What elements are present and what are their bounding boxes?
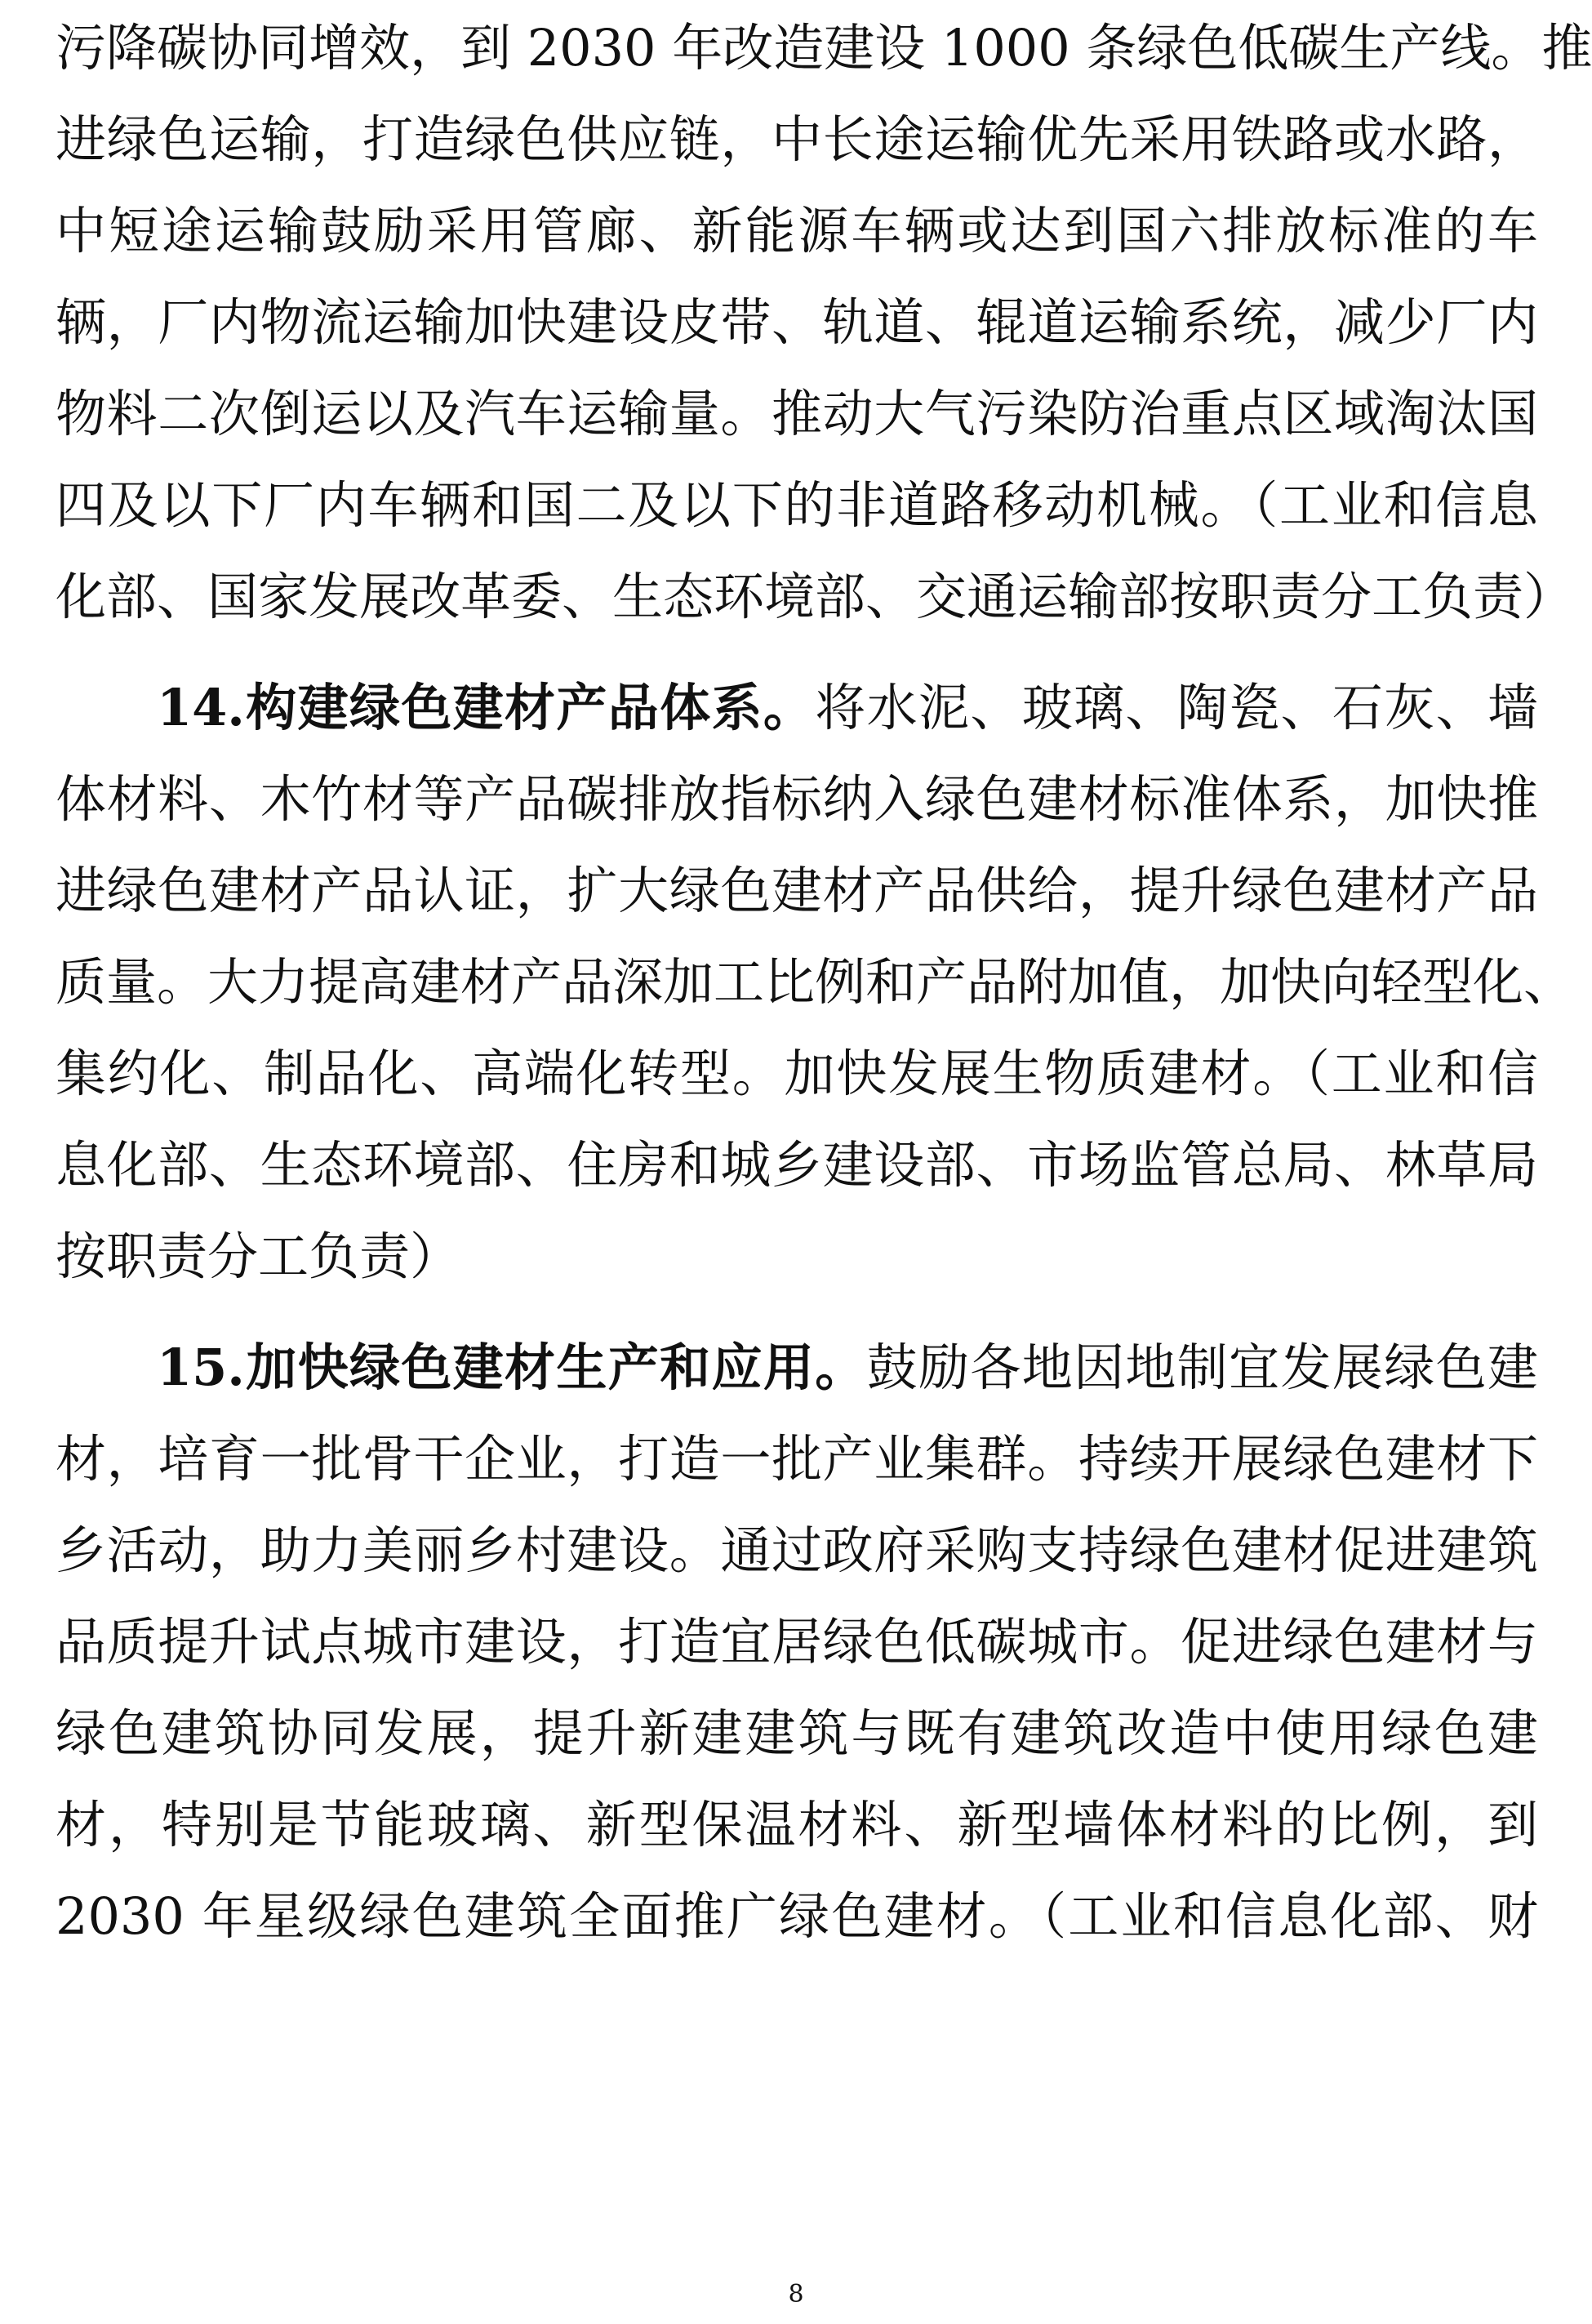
paragraph-line: 按职责分工负责） <box>56 1227 461 1286</box>
paragraph-line: 物料二次倒运以及汽车运输量。推动大气污染防治重点区域淘汰国 <box>56 384 1538 443</box>
paragraph-line: 材，培育一批骨干企业，打造一批产业集群。持续开展绿色建材下 <box>56 1429 1538 1489</box>
paragraph-line: 乡活动，助力美丽乡村建设。通过政府采购支持绿色建材促进建筑 <box>56 1520 1538 1580</box>
section-14-first-line-text: 将水泥、玻璃、陶瓷、石灰、墙 <box>815 678 1538 737</box>
paragraph-line: 化部、国家发展改革委、生态环境部、交通运输部按职责分工负责） <box>56 567 1575 626</box>
paragraph-line: 四及以下厂内车辆和国二及以下的非道路移动机械。（工业和信息 <box>56 475 1538 535</box>
section-14-first-line <box>157 663 1538 753</box>
section-15-heading: 15.加快绿色建材生产和应用。 <box>157 1338 867 1397</box>
section-15-first-line <box>157 1323 1538 1413</box>
paragraph-line: 进绿色建材产品认证，扩大绿色建材产品供给，提升绿色建材产品 <box>56 861 1538 920</box>
paragraph-line: 材，特别是节能玻璃、新型保温材料、新型墙体材料的比例，到 <box>56 1795 1538 1854</box>
section-15-first-line-text: 鼓励各地因地制宜发展绿色建 <box>866 1338 1538 1397</box>
paragraph-line: 2030 年星级绿色建筑全面推广绿色建材。（工业和信息化部、财 <box>56 1886 1538 1946</box>
paragraph-line: 进绿色运输，打造绿色供应链，中长途运输优先采用铁路或水路， <box>56 109 1538 169</box>
page-number: 8 <box>788 2280 804 2308</box>
paragraph-line: 绿色建筑协同发展，提升新建建筑与既有建筑改造中使用绿色建 <box>56 1703 1538 1763</box>
paragraph-line: 品质提升试点城市建设，打造宜居绿色低碳城市。促进绿色建材与 <box>56 1612 1538 1672</box>
paragraph-line: 质量。大力提高建材产品深加工比例和产品附加值，加快向轻型化、 <box>56 952 1575 1012</box>
paragraph-line: 辆，厂内物流运输加快建设皮带、轨道、辊道运输系统，减少厂内 <box>56 292 1538 352</box>
paragraph-line: 息化部、生态环境部、住房和城乡建设部、市场监管总局、林草局 <box>56 1135 1538 1195</box>
section-14-heading: 14.构建绿色建材产品体系。 <box>157 678 816 737</box>
paragraph-line: 中短途运输鼓励采用管廊、新能源车辆或达到国六排放标准的车 <box>56 201 1538 260</box>
paragraph-line: 污降碳协同增效，到 2030 年改造建设 1000 条绿色低碳生产线。推 <box>56 18 1592 78</box>
paragraph-line: 集约化、制品化、高端化转型。加快发展生物质建材。（工业和信 <box>56 1044 1538 1103</box>
paragraph-line: 体材料、木竹材等产品碳排放指标纳入绿色建材标准体系，加快推 <box>56 769 1538 829</box>
